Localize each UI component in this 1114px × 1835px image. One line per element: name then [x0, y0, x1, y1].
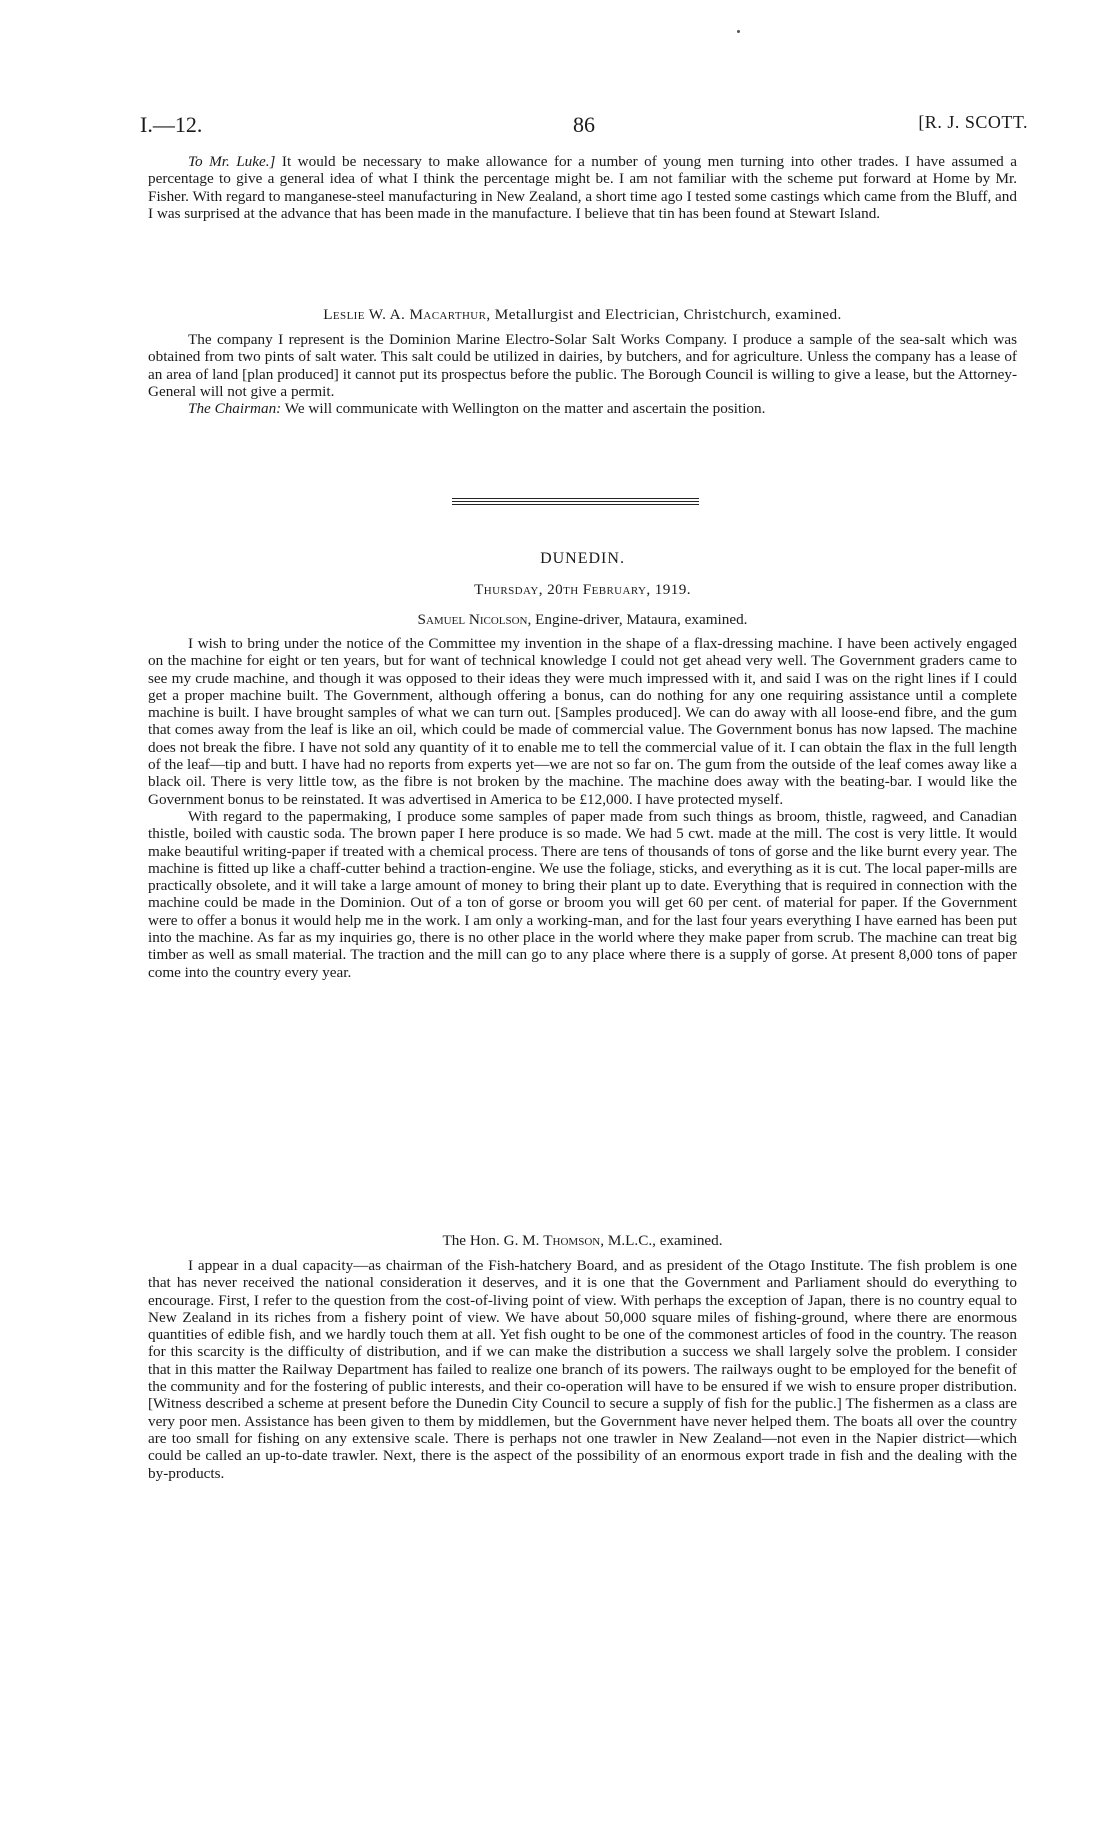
- section-nicolson: [148, 635, 1017, 981]
- witness-details: , Engine-driver, Mataura, examined.: [527, 611, 748, 628]
- witness-name: Leslie W. A. Macarthur: [323, 306, 487, 323]
- section-thomson: [148, 1257, 1017, 1482]
- scan-speck: [737, 30, 740, 33]
- paragraph: I appear in a dual capacity—as chairman of the Fish-hatchery Board, and as president of the Otago Institute. The fish problem is one that has never received the national consideration it deserves, and it is one that the Government and Parliament should do everything to encourage. First, I refer to the question from the cost-of-living point of view. With perhaps the exception of Japan, there is no country equal to New Zealand in its riches from a fishery point of view. We have about 50,000 square miles of fishing-ground, where there are enormous quantities of edible fish, and we hardly touch them at all. Yet fish ought to be one of the commonest articles of food in the country. The reason for this scarcity is the difficulty of distribution, and if we can make the distribution a success we shall largely solve the problem. I consider that in this matter the Railway Department has failed to realize one branch of its powers. The railways ought to be employed for the benefit of the community and for the fostering of public interests, and their co-operation will have to be ensured if we wish to ensure proper distribution. [Witness described a scheme at present before the Dunedin City Council to secure a supply of fish for the public.] The fishermen as a class are very poor men. Assistance has been given to them by middlemen, but the Government have never helped them. The boats all over the country are too small for fishing on any extensive scale. There is perhaps not one trawler in New Zealand—not even in the Napier district—which could be called an up-to-date trawler. Next, there is the aspect of the possibility of an enormous export trade in fish and the dealing with the by-products.: [148, 1257, 1017, 1482]
- paragraph: [148, 400, 1017, 417]
- paragraph-text: It would be necessary to make allowance for a number of young men turning into other trades. I have assumed a percentage to give a general idea of what I think the percentage might be. I am not familiar with the scheme put forward at Home by Mr. Fisher. With regard to manganese-steel manufacturing in New Zealand, a short time ago I tested some castings which came from the Bluff, and I was surprised at the advance that has been made in the manufacture. I believe that tin has been found at Stewart Island.: [148, 153, 1017, 222]
- witness-details: , M.L.C., examined.: [600, 1232, 723, 1249]
- witness-prefix: The Hon. G. M.: [442, 1232, 544, 1249]
- page-header: [140, 112, 1028, 142]
- witness-heading-nicolson: [148, 611, 1017, 629]
- witness-heading-macarthur: [148, 306, 1017, 324]
- place-heading: DUNEDIN.: [540, 550, 625, 567]
- witness-heading-thomson: [148, 1232, 1017, 1250]
- examiner-italic: To Mr. Luke.]: [188, 153, 276, 170]
- chairman-italic: The Chairman:: [188, 400, 282, 418]
- section-divider: [452, 498, 699, 507]
- witness-details: , Metallurgist and Electrician, Christchurch, examined.: [486, 306, 842, 323]
- paragraph: [148, 153, 1017, 222]
- section-macarthur: [148, 331, 1017, 417]
- paragraph: The company I represent is the Dominion Marine Electro-Solar Salt Works Company. I produce a sample of the sea-salt which was obtained from two pints of salt water. This salt could be utilized in dairies, by butchers, and for agriculture. Unless the company has a lease of an area of land [plan produced] it cannot put its prospectus before the public. The Borough Council is willing to give a lease, but the Attorney-General will not give a permit.: [148, 331, 1017, 400]
- date-heading: Thursday, 20th February, 1919.: [474, 581, 691, 598]
- running-head-witness: [R. J. SCOTT.: [918, 112, 1028, 132]
- witness-name: Thomson: [543, 1232, 601, 1249]
- section-scott-continued: [148, 153, 1017, 222]
- paper-reference: I.—12.: [140, 112, 203, 137]
- paragraph: I wish to bring under the notice of the Committee my invention in the shape of a flax-dressing machine. I have been actively engaged on the machine for eight or ten years, but for want of technical knowledge I could not get ahead very well. The Government graders came to see my crude machine, and though it was opposed to their ideas they were much impressed with it, and said I was on the right lines if I could get a proper machine built. The Government, although offering a bonus, can do nothing for any one requiring assistance until a complete machine is built. I have brought samples of what we can turn out. [Samples produced]. We can do away with all loose-end fibre, and the gum that comes away from the leaf is like an oil, which could be made of commercial value. The Government bonus has now lapsed. The machine does not break the fibre. I have not sold any quantity of it to enable me to tell the commercial value of it. I can obtain the flax in the full length of the leaf—tip and butt. I have had no reports from experts yet—we are not so far on. The gum from the outside of the leaf comes away like a black oil. There is very little tow, as the fibre is not broken by the machine. The machine does away with the beating-bar. I would like the Government bonus to be reinstated. It was advertised in America to be £12,000. I have protected myself.: [148, 635, 1017, 808]
- paragraph-text: We will communicate with Wellington on the matter and ascertain the position.: [281, 400, 766, 418]
- paragraph: With regard to the papermaking, I produce some samples of paper made from such things as broom, thistle, ragweed, and Canadian thistle, boiled with caustic soda. The brown paper I here produce is so made. We had 5 cwt. made at the mill. The cost is very little. It would make beautiful writing-paper if treated with a chemical process. There are tens of thousands of tons of gorse and the like burnt every year. The machine is fitted up like a chaff-cutter behind a traction-engine. We use the foliage, sticks, and everything as it is cut. The local paper-mills are practically obsolete, and it will take a large amount of money to bring their plant up to date. Everything that is required in connection with the machine could be made in the Dominion. Out of a ton of gorse or broom you will get 60 per cent. of material for paper. If the Government were to offer a bonus it would help me in the work. I am only a working-man, and for the last four years everything I have earned has been put into the machine. As far as my inquiries go, there is no other place in the world where they make paper from scrub. The machine can treat big timber as well as small material. The traction and the mill can go to any place where there is a supply of gorse. At present 8,000 tons of paper come into the country every year.: [148, 807, 1017, 981]
- page-number: 86: [573, 112, 595, 137]
- witness-name: Samuel Nicolson: [417, 611, 528, 628]
